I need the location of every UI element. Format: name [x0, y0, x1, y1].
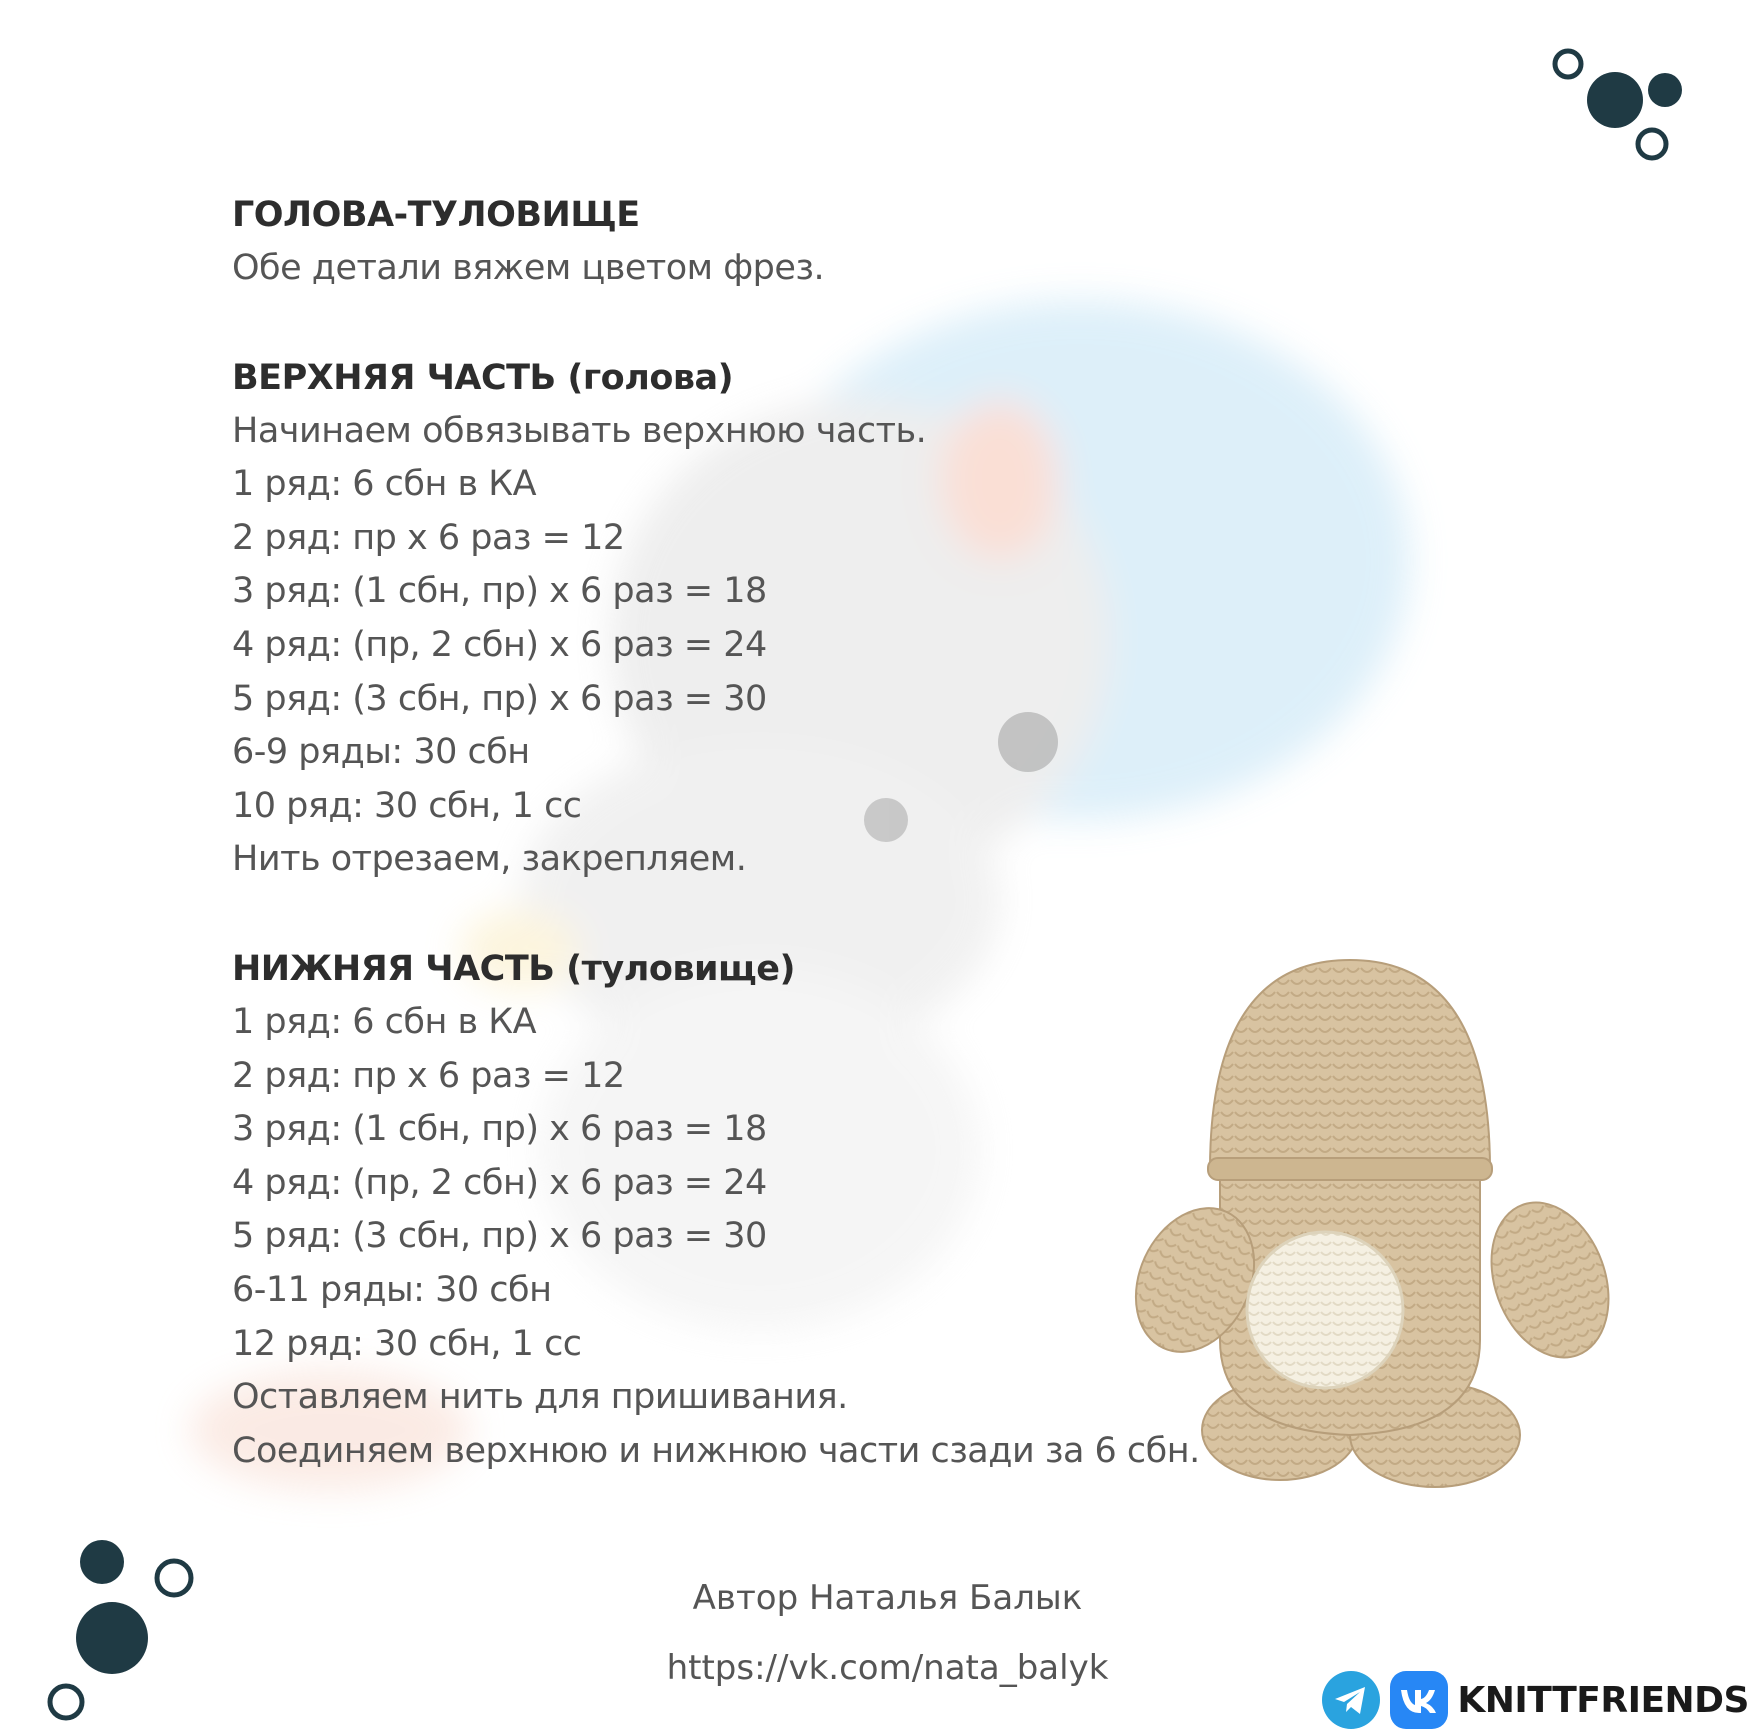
instruction-line: Начинаем обвязывать верхнюю часть.	[232, 410, 927, 451]
pattern-text	[232, 188, 1200, 1478]
instruction-line: Оставляем нить для пришивания.	[232, 1377, 848, 1418]
instruction-line: Нить отрезаем, закрепляем.	[232, 839, 747, 880]
decorative-dots-top-right	[1540, 40, 1690, 170]
instruction-line: 2 ряд: пр х 6 раз = 12	[232, 517, 625, 558]
vk-icon	[1389, 1670, 1449, 1730]
telegram-icon	[1321, 1670, 1381, 1730]
instruction-line: 12 ряд: 30 сбн, 1 сс	[232, 1323, 582, 1364]
instruction-line: 5 ряд: (3 сбн, пр) х 6 раз = 30	[232, 678, 767, 719]
instruction-line: 3 ряд: (1 сбн, пр) х 6 раз = 18	[232, 571, 767, 612]
instruction-line: 3 ряд: (1 сбн, пр) х 6 раз = 18	[232, 1109, 767, 1150]
instruction-line: 4 ряд: (пр, 2 сбн) х 6 раз = 24	[232, 1162, 767, 1203]
author-credit: Автор Наталья Балык	[692, 1578, 1083, 1618]
intro-line: Обе детали вяжем цветом фрез.	[232, 248, 825, 288]
decorative-dots-bottom-left	[40, 1530, 220, 1730]
section-title-head-body: ГОЛОВА-ТУЛОВИЩЕ	[232, 195, 640, 235]
section-title-top-part: ВЕРХНЯЯ ЧАСТЬ (голова)	[232, 357, 734, 398]
instruction-line: 6-9 ряды: 30 сбн	[232, 732, 530, 773]
instruction-line: 1 ряд: 6 сбн в КА	[232, 1001, 537, 1042]
instruction-line: 6-11 ряды: 30 сбн	[232, 1269, 552, 1310]
author-link[interactable]: https://vk.com/nata_balyk	[666, 1648, 1109, 1688]
brand-watermark[interactable]	[1321, 1666, 1749, 1734]
instruction-line: 5 ряд: (3 сбн, пр) х 6 раз = 30	[232, 1216, 767, 1257]
section-title-bottom-part: НИЖНЯЯ ЧАСТЬ (туловище)	[232, 948, 795, 989]
instruction-line: 10 ряд: 30 сбн, 1 сс	[232, 785, 582, 826]
brand-name: KNITTFRIENDS	[1457, 1679, 1749, 1721]
instruction-line: Соединяем верхнюю и нижнюю части сзади за 6 сбн.	[232, 1430, 1200, 1471]
instruction-line: 4 ряд: (пр, 2 сбн) х 6 раз = 24	[232, 624, 767, 665]
instruction-line: 1 ряд: 6 сбн в КА	[232, 464, 537, 505]
instruction-line: 2 ряд: пр х 6 раз = 12	[232, 1055, 625, 1096]
